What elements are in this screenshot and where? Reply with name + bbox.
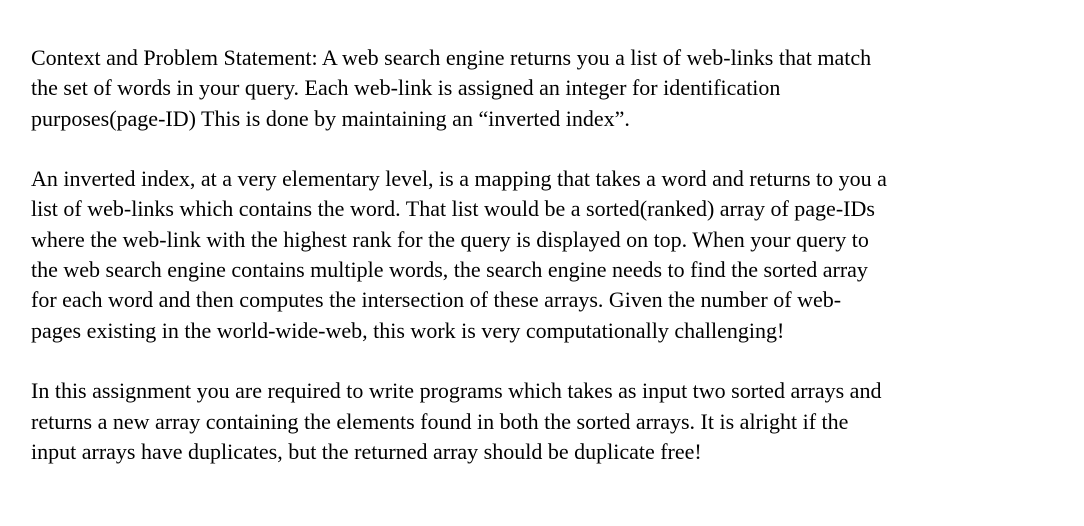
text-line: An inverted index, at a very elementary level, is a mapping that takes a word and returns to you a (31, 166, 887, 192)
text-line: for each word and then computes the intersection of these arrays. Given the number of web- (31, 287, 842, 313)
text-line: the set of words in your query. Each web-link is assigned an integer for identification (31, 75, 781, 101)
text-line: where the web-link with the highest rank for the query is displayed on top. When your query to (31, 226, 869, 252)
text-line: purposes(page-ID) This is done by maintaining an “inverted index”. (31, 105, 630, 131)
document-body (31, 43, 1077, 467)
paragraph-assignment (31, 376, 1077, 467)
paragraph-inverted-index (31, 164, 1077, 346)
text-line: the web search engine contains multiple words, the search engine needs to find the sorted array (31, 257, 868, 283)
paragraph-context-problem-statement (31, 43, 1077, 134)
text-line: input arrays have duplicates, but the returned array should be duplicate free! (31, 438, 702, 464)
text-line: Context and Problem Statement: A web search engine returns you a list of web-links that match (31, 45, 872, 70)
text-line: list of web-links which contains the word. That list would be a sorted(ranked) array of page-IDs (31, 196, 875, 222)
text-line: returns a new array containing the elements found in both the sorted arrays. It is alright if the (31, 408, 849, 434)
text-line: In this assignment you are required to write programs which takes as input two sorted arrays and (31, 378, 882, 404)
text-line: pages existing in the world-wide-web, this work is very computationally challenging! (31, 317, 785, 343)
